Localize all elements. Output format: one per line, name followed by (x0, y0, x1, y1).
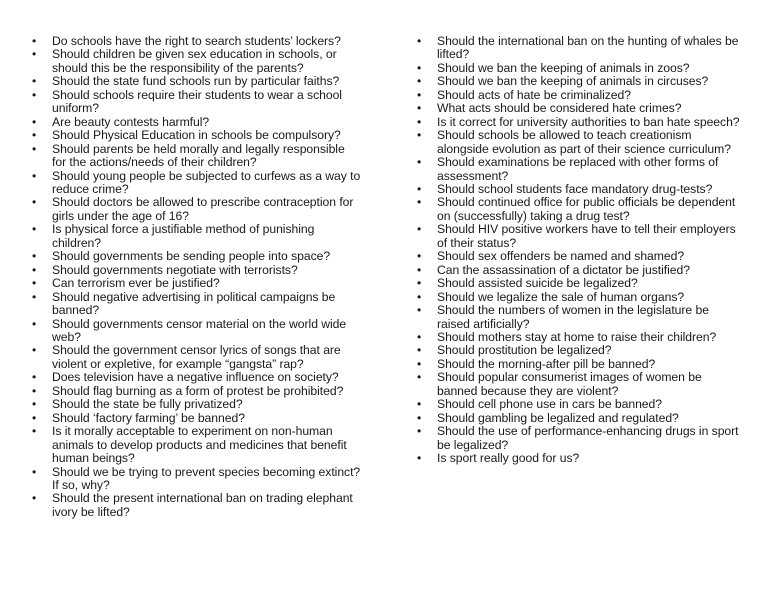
question-item (32, 196, 362, 223)
question-item (417, 371, 742, 398)
question-item (32, 264, 362, 277)
question-item (417, 277, 742, 290)
bullet-point-icon: • (32, 34, 37, 48)
question-item (32, 412, 362, 425)
bullet-point-icon: • (417, 343, 422, 358)
bullet-point-icon: • (417, 74, 422, 89)
question-text: Should prostitution be legalized? (437, 343, 612, 358)
bullet-point-icon: • (417, 424, 422, 439)
question-item (417, 412, 742, 425)
right-question-column (417, 35, 742, 466)
bullet-point-icon: • (417, 128, 422, 143)
question-text: Should the use of performance-enhancing drugs in sport be legalized? (437, 424, 739, 452)
bullet-point-icon: • (32, 195, 37, 210)
question-item (32, 425, 362, 465)
question-item (417, 129, 742, 156)
question-text: Should doctors be allowed to prescribe contraception for girls under the age of 16? (52, 195, 354, 223)
question-text: Should we be trying to prevent species becoming extinct? If so, why? (52, 464, 361, 492)
question-item (417, 223, 742, 250)
question-text: Is it morally acceptable to experiment on non-human animals to develop products and medicines that benefit human beings? (52, 424, 347, 466)
question-item (32, 385, 362, 398)
bullet-point-icon: • (417, 356, 422, 371)
question-item (417, 398, 742, 411)
question-item (417, 358, 742, 371)
question-text: Should we ban the keeping of animals in circuses? (437, 74, 709, 89)
question-text: Should schools require their students to wear a school uniform? (52, 87, 342, 116)
question-text: Should governments censor material on the world wide web? (52, 316, 347, 344)
bullet-point-icon: • (32, 128, 37, 143)
question-text: What acts should be considered hate crimes? (437, 101, 682, 116)
bullet-point-icon: • (32, 491, 37, 506)
question-text: Should acts of hate be criminalized? (437, 87, 631, 102)
question-text: Should the present international ban on trading elephant ivory be lifted? (52, 491, 353, 519)
question-text: Should popular consumerist images of women be banned because they are violent? (437, 370, 702, 398)
question-text: Should the state be fully privatized? (52, 397, 243, 412)
question-text: Should HIV positive workers have to tell their employers of their status? (437, 222, 736, 250)
bullet-point-icon: • (417, 181, 422, 196)
question-text: Is physical force a justifiable method of punishing children? (52, 222, 315, 250)
question-text: Should the international ban on the hunting of whales be lifted? (437, 34, 739, 62)
bullet-point-icon: • (417, 155, 422, 170)
bullet-point-icon: • (417, 262, 422, 277)
bullet-point-icon: • (32, 289, 37, 304)
question-text: Should sex offenders be named and shamed? (437, 249, 685, 264)
question-text: Should the morning-after pill be banned? (437, 356, 656, 371)
bullet-point-icon: • (32, 397, 37, 412)
bullet-point-icon: • (32, 222, 37, 237)
bullet-point-icon: • (32, 343, 37, 358)
bullet-point-icon: • (417, 303, 422, 318)
question-item (417, 116, 742, 129)
bullet-point-icon: • (417, 195, 422, 210)
question-text: Should cell phone use in cars be banned? (437, 397, 662, 412)
question-text: Does television have a negative influence on society? (52, 370, 339, 385)
bullet-point-icon: • (32, 410, 37, 425)
question-item (32, 398, 362, 411)
bullet-point-icon: • (32, 47, 37, 62)
question-item (32, 250, 362, 263)
question-text: Should the government censor lyrics of songs that are violent or expletive, for example “gangsta” rap? (52, 343, 341, 371)
question-text: Should assisted suicide be legalized? (437, 276, 638, 291)
question-text: Should young people be subjected to curfews as a way to reduce crime? (52, 168, 361, 196)
bullet-point-icon: • (32, 168, 37, 183)
bullet-point-icon: • (32, 249, 37, 264)
bullet-point-icon: • (32, 276, 37, 291)
bullet-point-icon: • (417, 101, 422, 116)
question-item (417, 425, 742, 452)
bullet-point-icon: • (32, 141, 37, 156)
bullet-point-icon: • (32, 383, 37, 398)
question-item (32, 116, 362, 129)
bullet-point-icon: • (32, 370, 37, 385)
question-item (417, 452, 742, 465)
question-item (32, 129, 362, 142)
bullet-point-icon: • (417, 114, 422, 129)
question-item (417, 89, 742, 102)
question-item (32, 48, 362, 75)
bullet-point-icon: • (417, 249, 422, 264)
left-question-column (32, 35, 362, 519)
question-text: Should gambling be legalized and regulated? (437, 410, 679, 425)
question-text: Should ‘factory farming’ be banned? (52, 410, 245, 425)
bullet-point-icon: • (32, 316, 37, 331)
question-text: Can terrorism ever be justified? (52, 276, 220, 291)
bullet-point-icon: • (32, 424, 37, 439)
question-item (417, 304, 742, 331)
question-text: Should children be given sex education in schools, or should this be the responsibility of the parents? (52, 47, 337, 75)
question-text: Should schools be allowed to teach creationism alongside evolution as part of their science curriculum? (437, 128, 731, 156)
question-text: Are beauty contests harmful? (52, 114, 210, 129)
bullet-point-icon: • (417, 289, 422, 304)
question-item (417, 264, 742, 277)
question-item (32, 223, 362, 250)
question-item (32, 291, 362, 318)
bullet-point-icon: • (417, 222, 422, 237)
bullet-point-icon: • (32, 464, 37, 479)
question-text: Is sport really good for us? (437, 451, 580, 466)
question-item (417, 35, 742, 62)
question-text: Should we legalize the sale of human organs? (437, 289, 685, 304)
question-item (32, 143, 362, 170)
question-text: Should mothers stay at home to raise their children? (437, 329, 717, 344)
question-item (417, 183, 742, 196)
bullet-point-icon: • (417, 60, 422, 75)
question-text: Should the numbers of women in the legislature be raised artificially? (437, 303, 709, 331)
question-item (417, 291, 742, 304)
question-text: Should flag burning as a form of protest be prohibited? (52, 383, 344, 398)
question-text: Should examinations be replaced with other forms of assessment? (437, 155, 719, 183)
question-item (417, 196, 742, 223)
question-item (32, 170, 362, 197)
bullet-point-icon: • (417, 276, 422, 291)
question-item (32, 318, 362, 345)
question-text: Should negative advertising in political campaigns be banned? (52, 289, 336, 318)
question-item (417, 250, 742, 263)
question-item (32, 75, 362, 88)
bullet-point-icon: • (417, 87, 422, 102)
question-item (417, 102, 742, 115)
question-item (417, 75, 742, 88)
question-text: Can the assassination of a dictator be justified? (437, 262, 690, 277)
question-item (417, 156, 742, 183)
question-item (32, 492, 362, 519)
question-text: Should Physical Education in schools be compulsory? (52, 128, 341, 143)
question-item (417, 331, 742, 344)
bullet-point-icon: • (417, 397, 422, 412)
bullet-point-icon: • (32, 87, 37, 102)
question-text: Should parents be held morally and legally responsible for the actions/needs of their children? (52, 141, 345, 170)
bullet-point-icon: • (417, 34, 422, 48)
bullet-point-icon: • (417, 410, 422, 425)
bullet-point-icon: • (32, 114, 37, 129)
question-text: Should school students face mandatory drug-tests? (437, 181, 713, 196)
bullet-point-icon: • (417, 370, 422, 385)
question-text: Should the state fund schools run by particular faiths? (52, 74, 340, 89)
question-text: Should continued office for public officials be dependent on (successfully) taking a drug test? (437, 195, 736, 223)
question-text: Is it correct for university authorities to ban hate speech? (437, 114, 740, 129)
question-item (32, 35, 362, 48)
question-item (32, 344, 362, 371)
question-item (32, 89, 362, 116)
bullet-point-icon: • (32, 262, 37, 277)
question-text: Should governments negotiate with terrorists? (52, 262, 298, 277)
bullet-point-icon: • (417, 451, 422, 466)
bullet-point-icon: • (32, 74, 37, 89)
question-item (32, 277, 362, 290)
question-item (417, 344, 742, 357)
question-text: Should we ban the keeping of animals in zoos? (437, 60, 690, 75)
bullet-point-icon: • (417, 329, 422, 344)
question-text: Should governments be sending people into space? (52, 249, 331, 264)
question-item (417, 62, 742, 75)
question-text: Do schools have the right to search students’ lockers? (52, 34, 341, 48)
question-item (32, 371, 362, 384)
question-item (32, 466, 362, 493)
